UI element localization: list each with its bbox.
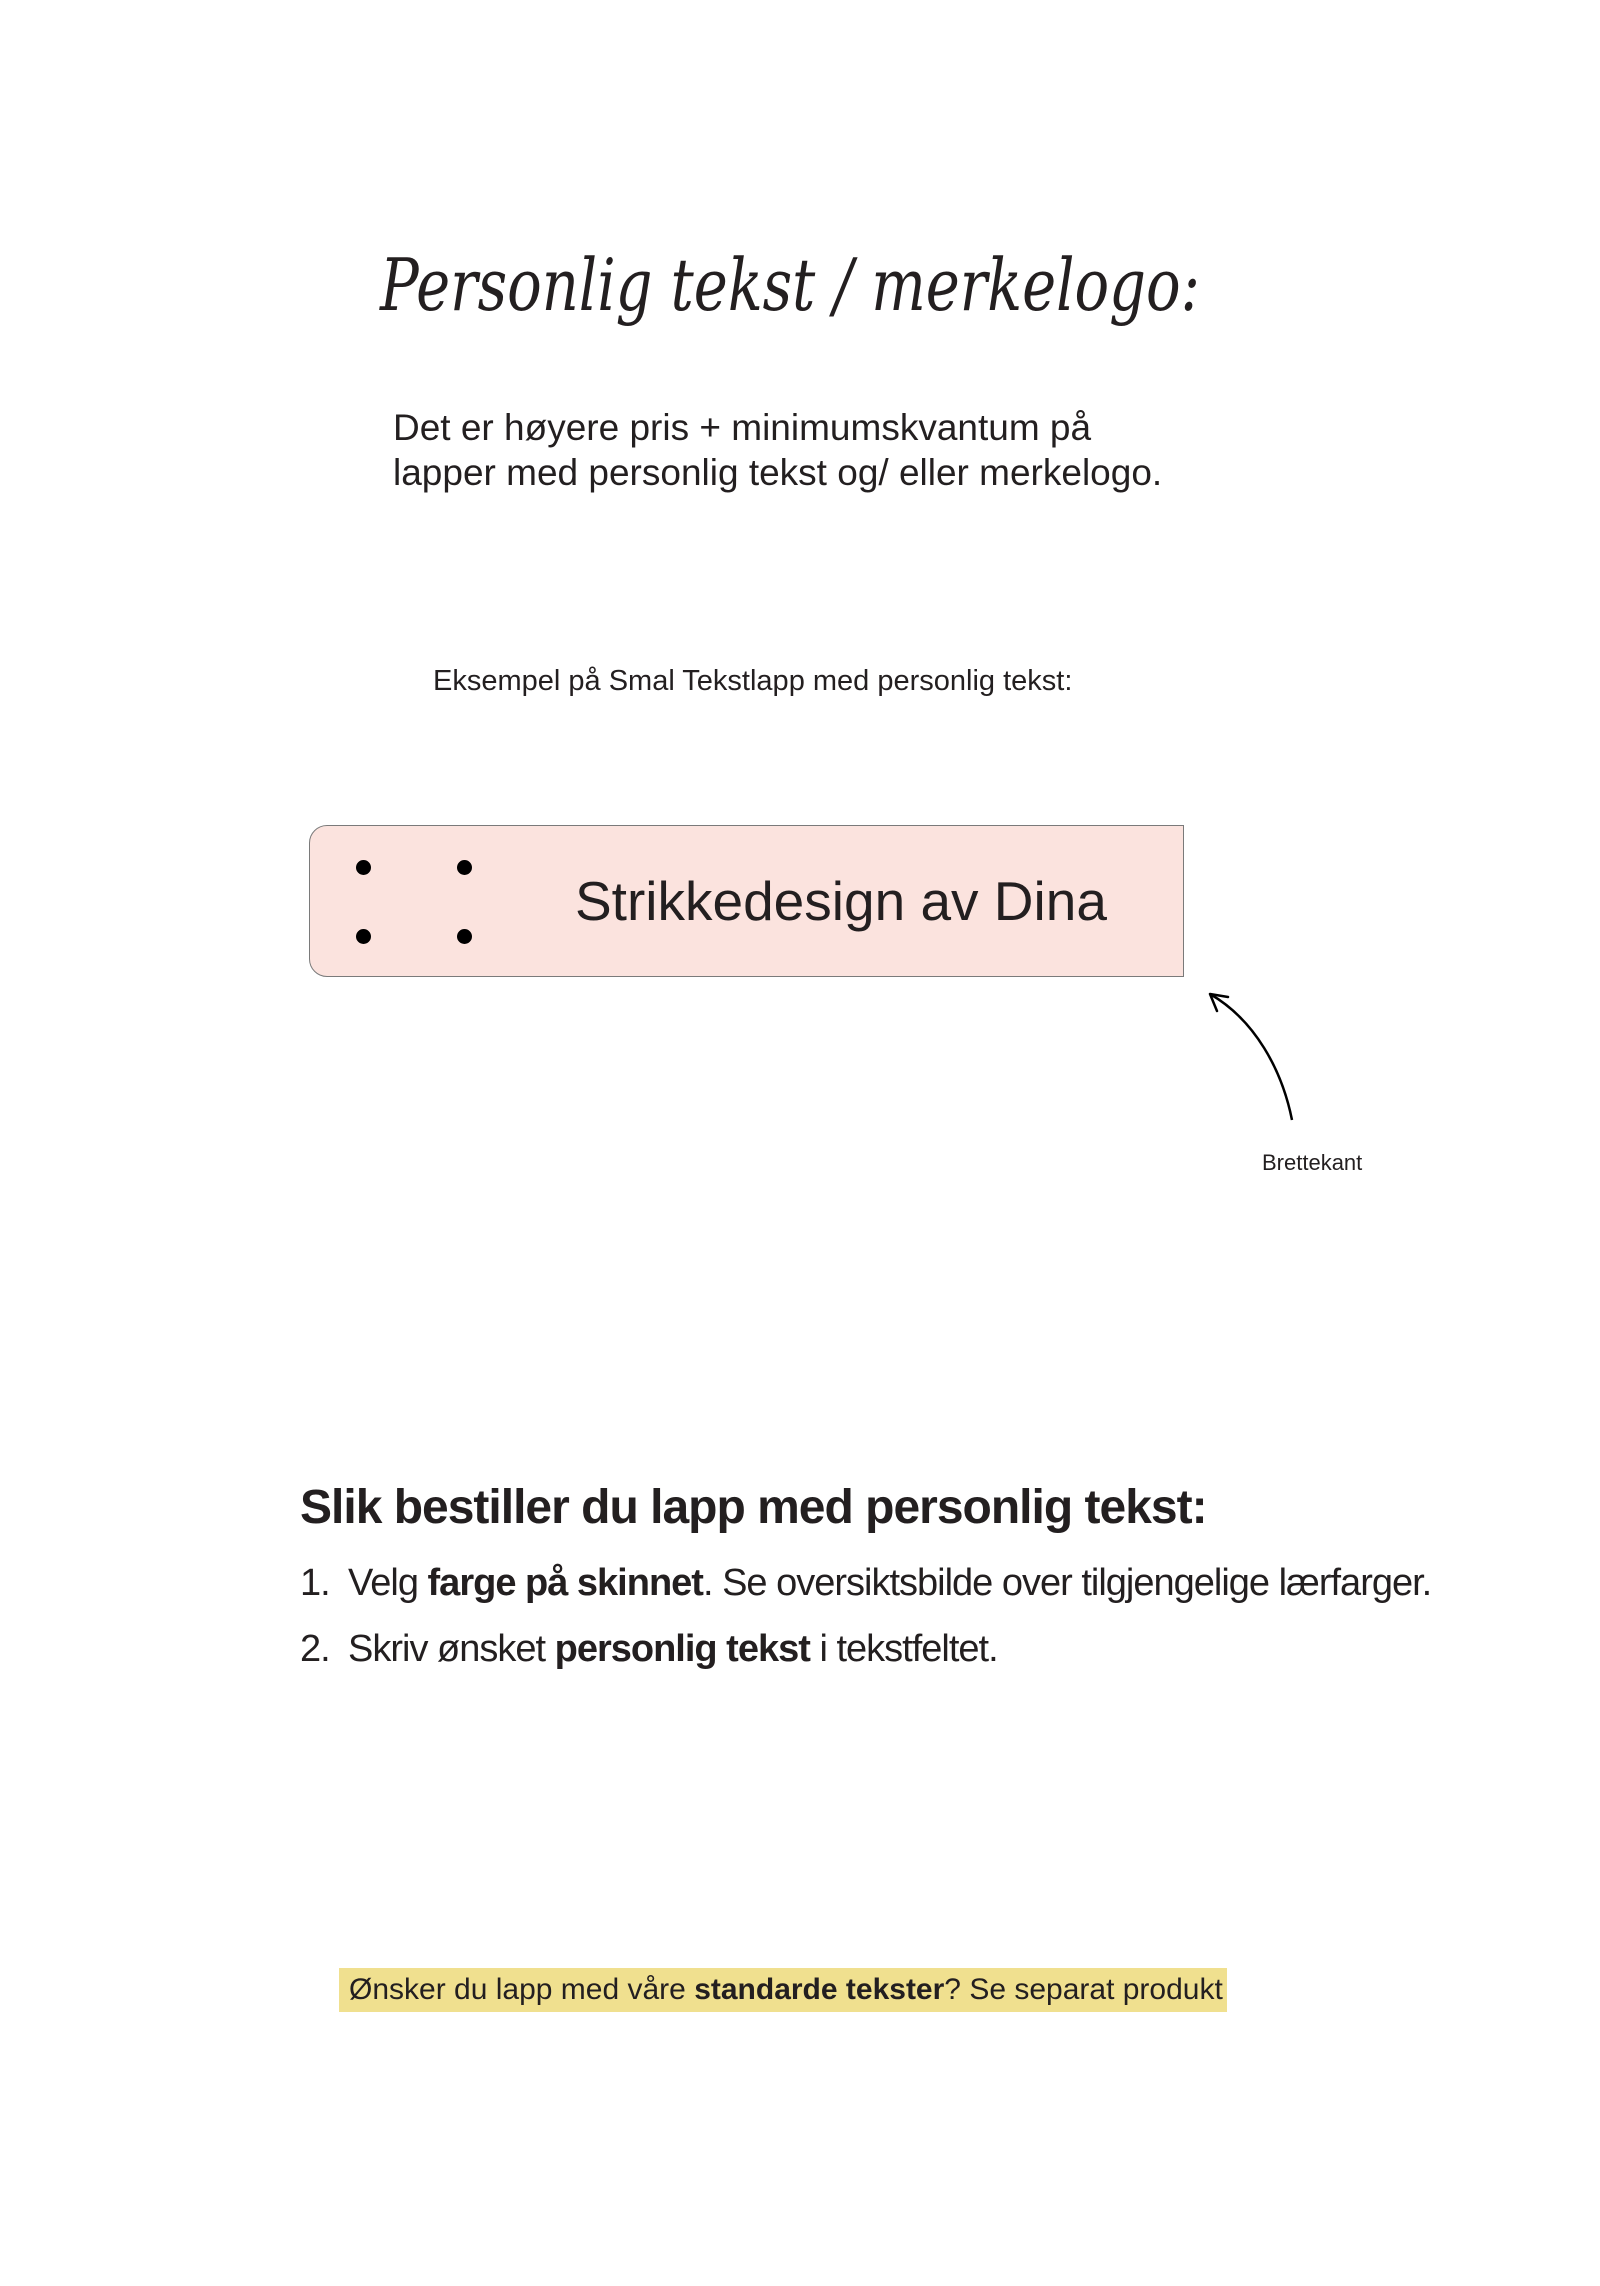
intro-text [393,405,1293,495]
step-number: 2. [300,1628,330,1670]
page-title [380,200,1220,370]
page-title-text: Personlig tekst / merkelogo: [378,243,1200,327]
order-steps [300,1555,1431,1687]
intro-line-2: lapper med personlig tekst og/ eller merkelogo. [393,452,1163,493]
note-text: Ønsker du lapp med våre [349,1973,695,2006]
curved-arrow-icon [1190,980,1310,1130]
leather-tag-illustration [309,825,1184,977]
step-text: . Se oversiktsbilde over tilgjengelige lærfarger. [702,1562,1432,1604]
stitch-hole [457,929,472,944]
order-heading: Slik bestiller du lapp med personlig tekst: [300,1481,1207,1534]
intro-line-1: Det er høyere pris + minimumskvantum på [393,407,1092,448]
tag-text: Strikkedesign av Dina [575,870,1107,932]
step-emphasis: personlig tekst [554,1628,810,1670]
step-text: Velg [348,1562,428,1604]
order-step [300,1621,1431,1687]
note-emphasis: standarde tekster [694,1973,945,2006]
step-number: 1. [300,1562,330,1604]
example-caption: Eksempel på Smal Tekstlapp med personlig tekst: [433,665,1073,697]
step-emphasis: farge på skinnet [427,1562,703,1604]
stitch-hole [356,929,371,944]
order-step [300,1555,1431,1621]
fold-edge-label: Brettekant [1262,1150,1363,1175]
stitch-hole [457,860,472,875]
stitch-hole [356,860,371,875]
step-text: Skriv ønsket [348,1628,555,1670]
standard-text-note [339,1968,1227,2012]
step-text: i tekstfeltet. [809,1628,998,1670]
note-text: ? Se separat produkt [944,1973,1223,2006]
